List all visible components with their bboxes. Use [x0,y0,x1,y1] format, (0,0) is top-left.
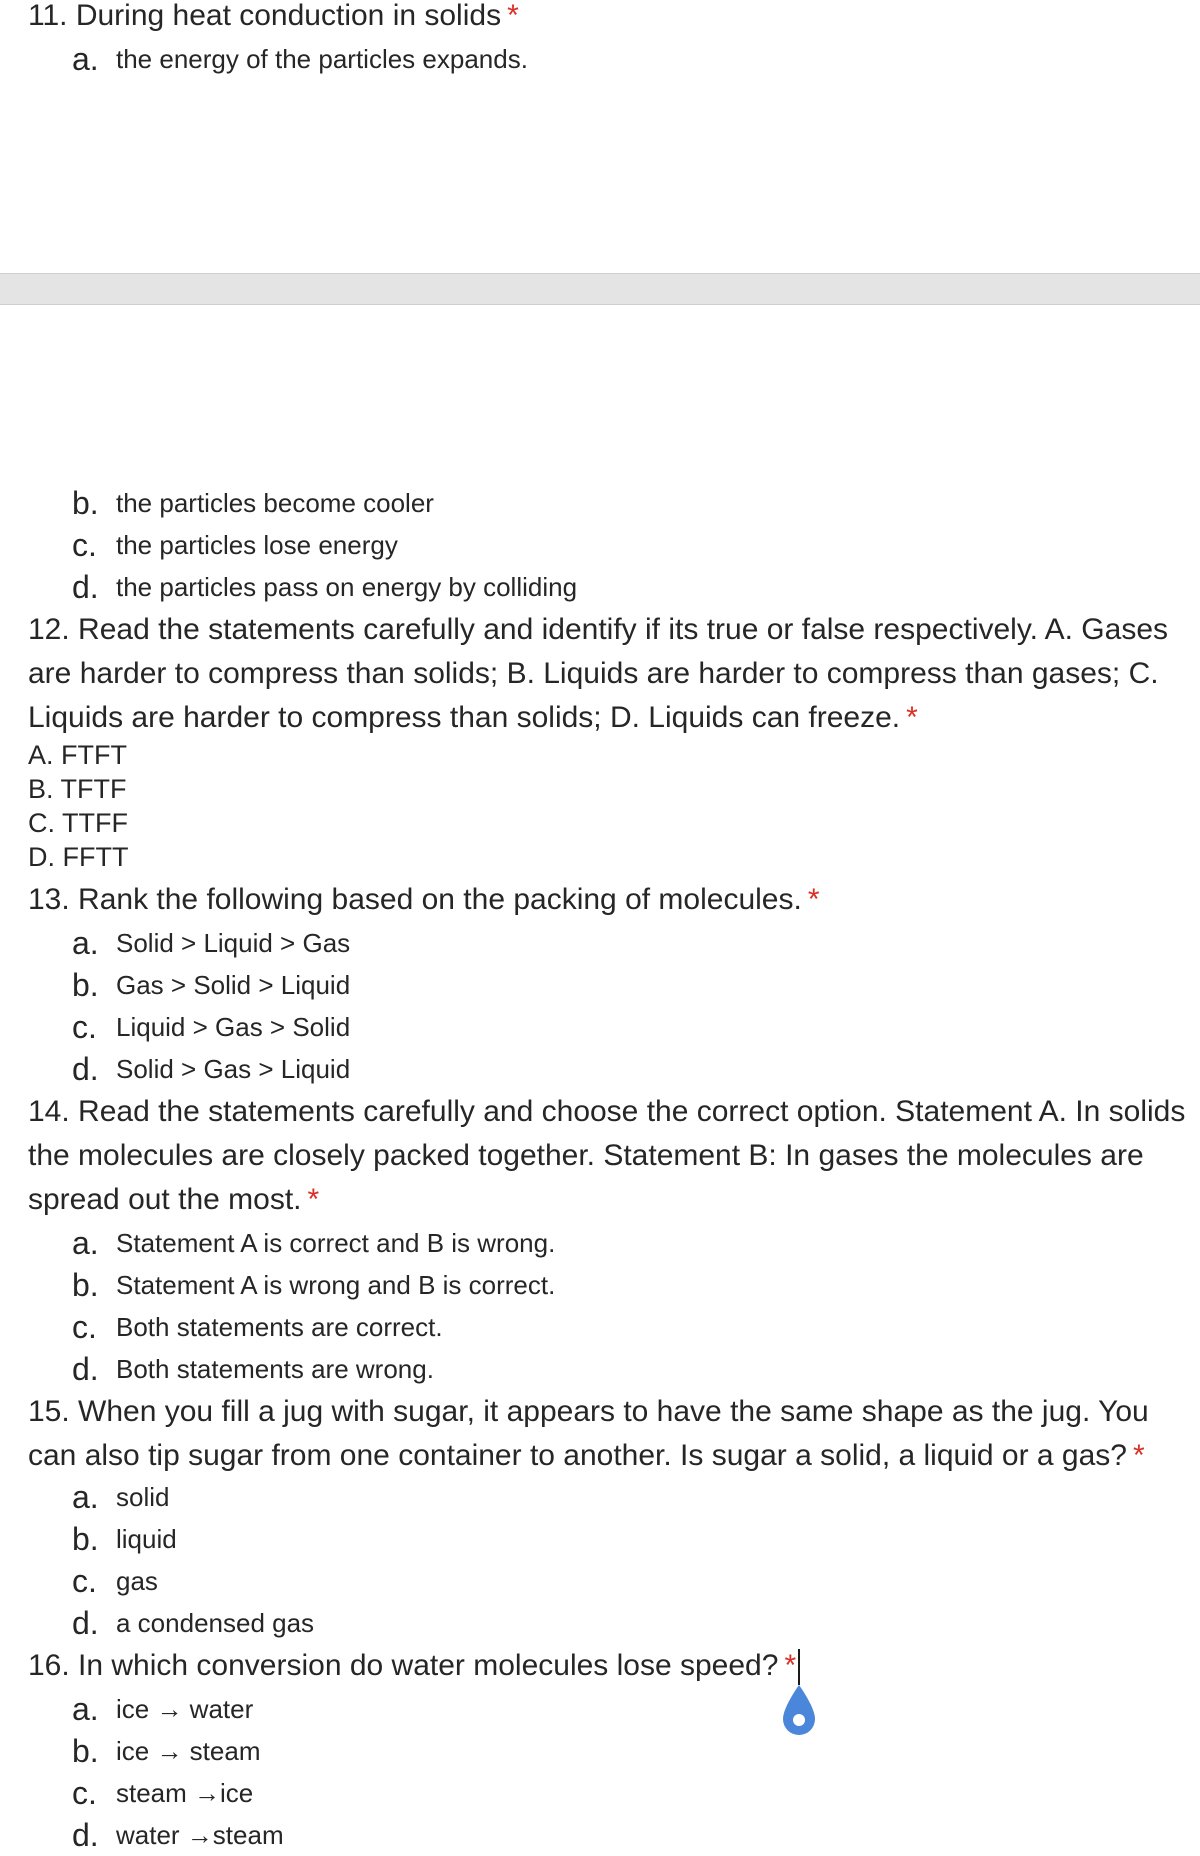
question-15-option-d[interactable] [72,1602,314,1644]
question-12-title [28,608,1188,740]
option-text: the energy of the particles expands. [116,43,528,74]
option-text: the particles pass on energy by colliding [116,571,578,602]
option-letter: d. [72,568,99,605]
question-14-text: 14. Read the statements carefully and choose the correct option. Statement A. In solids the molecules are closely packed together. Statement B: In gases the molecules are spread out the most. [28,1095,1186,1216]
question-14-option-b[interactable] [72,1264,555,1306]
question-15-option-b[interactable] [72,1518,177,1560]
option-text: liquid [116,1523,177,1554]
question-15-title [28,1390,1188,1478]
question-16-option-b[interactable] [72,1730,261,1772]
option-text: the particles lose energy [116,529,398,560]
text-selection-handle-icon[interactable] [780,1683,818,1739]
question-14-option-a[interactable] [72,1222,555,1264]
question-11-option-d[interactable] [72,566,577,608]
option-text: the particles become cooler [116,487,434,518]
question-15-option-a[interactable] [72,1476,169,1518]
question-14-title [28,1090,1188,1222]
question-12-text: 12. Read the statements carefully and identify if its true or false respectively. A. Gases are harder to compress than solids; B. Liquids are harder to compress than gases; C. Liquids are harder to compress than solids; D. Liquids can freeze. [28,613,1168,734]
option-text: Gas > Solid > Liquid [116,969,351,1000]
option-text: solid [116,1481,170,1512]
question-13-option-b[interactable] [72,964,350,1006]
question-16-option-a[interactable] [72,1688,253,1730]
option-letter: c. [72,1308,97,1345]
option-letter: d. [72,1350,99,1387]
option-letter: d. [72,1604,99,1641]
option-letter: b. [72,1266,99,1303]
option-letter: a. [72,1224,99,1261]
option-text: ice → steam [116,1735,261,1766]
option-text: Liquid > Gas > Solid [116,1011,351,1042]
option-text: Statement A is wrong and B is correct. [116,1269,556,1300]
question-11-text: 11. During heat conduction in solids [28,0,502,32]
option-letter: b. [72,1520,99,1557]
question-15-text: 15. When you fill a jug with sugar, it appears to have the same shape as the jug. You can also tip sugar from one container to another. Is sugar a solid, a liquid or a gas? [28,1395,1149,1472]
option-letter: c. [72,1774,97,1811]
option-text: Both statements are wrong. [116,1353,434,1384]
option-text: Statement A is correct and B is wrong. [116,1227,556,1258]
option-text: a condensed gas [116,1607,315,1638]
question-13-text: 13. Rank the following based on the packing of molecules. [28,883,802,916]
option-text: gas [116,1565,158,1596]
question-12-option-c[interactable]: C. TTFF [28,808,128,838]
option-letter: a. [72,1690,99,1727]
question-12-option-d[interactable]: D. FFTT [28,842,129,872]
option-letter: d. [72,1050,99,1087]
question-14-option-c[interactable] [72,1306,443,1348]
text-cursor [798,1649,800,1685]
question-13-option-d[interactable] [72,1048,350,1090]
option-letter: c. [72,1562,97,1599]
required-star: * [784,1649,797,1682]
option-text: ice → water [116,1693,254,1724]
option-letter: a. [72,40,99,77]
question-16-title [28,1644,800,1688]
question-16-option-d[interactable] [72,1814,284,1856]
question-16-text: 16. In which conversion do water molecules lose speed? [28,1649,779,1682]
question-11-option-b[interactable] [72,482,434,524]
question-11-option-a[interactable] [72,38,528,80]
question-12-option-a[interactable]: A. FTFT [28,740,127,770]
option-letter: b. [72,966,99,1003]
required-star: * [1132,1439,1145,1472]
section-divider [0,273,1200,305]
question-11-title [28,0,519,38]
option-text: Solid > Liquid > Gas [116,927,351,958]
required-star: * [507,0,519,32]
question-12-option-b[interactable]: B. TFTF [28,774,127,804]
question-11-option-c[interactable] [72,524,398,566]
question-13-option-a[interactable] [72,922,350,964]
question-14-option-d[interactable] [72,1348,434,1390]
question-13-option-c[interactable] [72,1006,350,1048]
required-star: * [906,701,918,734]
option-letter: d. [72,1816,99,1853]
option-text: water →steam [116,1819,284,1850]
option-letter: c. [72,1008,97,1045]
option-letter: b. [72,484,99,521]
option-text: steam →ice [116,1777,254,1808]
question-15-option-c[interactable] [72,1560,158,1602]
question-13-title [28,878,820,922]
required-star: * [807,883,820,916]
option-text: Solid > Gas > Liquid [116,1053,351,1084]
option-letter: c. [72,526,97,563]
option-letter: b. [72,1732,99,1769]
option-letter: a. [72,924,99,961]
option-text: Both statements are correct. [116,1311,443,1342]
option-letter: a. [72,1478,99,1515]
question-16-option-c[interactable] [72,1772,253,1814]
required-star: * [307,1183,320,1216]
